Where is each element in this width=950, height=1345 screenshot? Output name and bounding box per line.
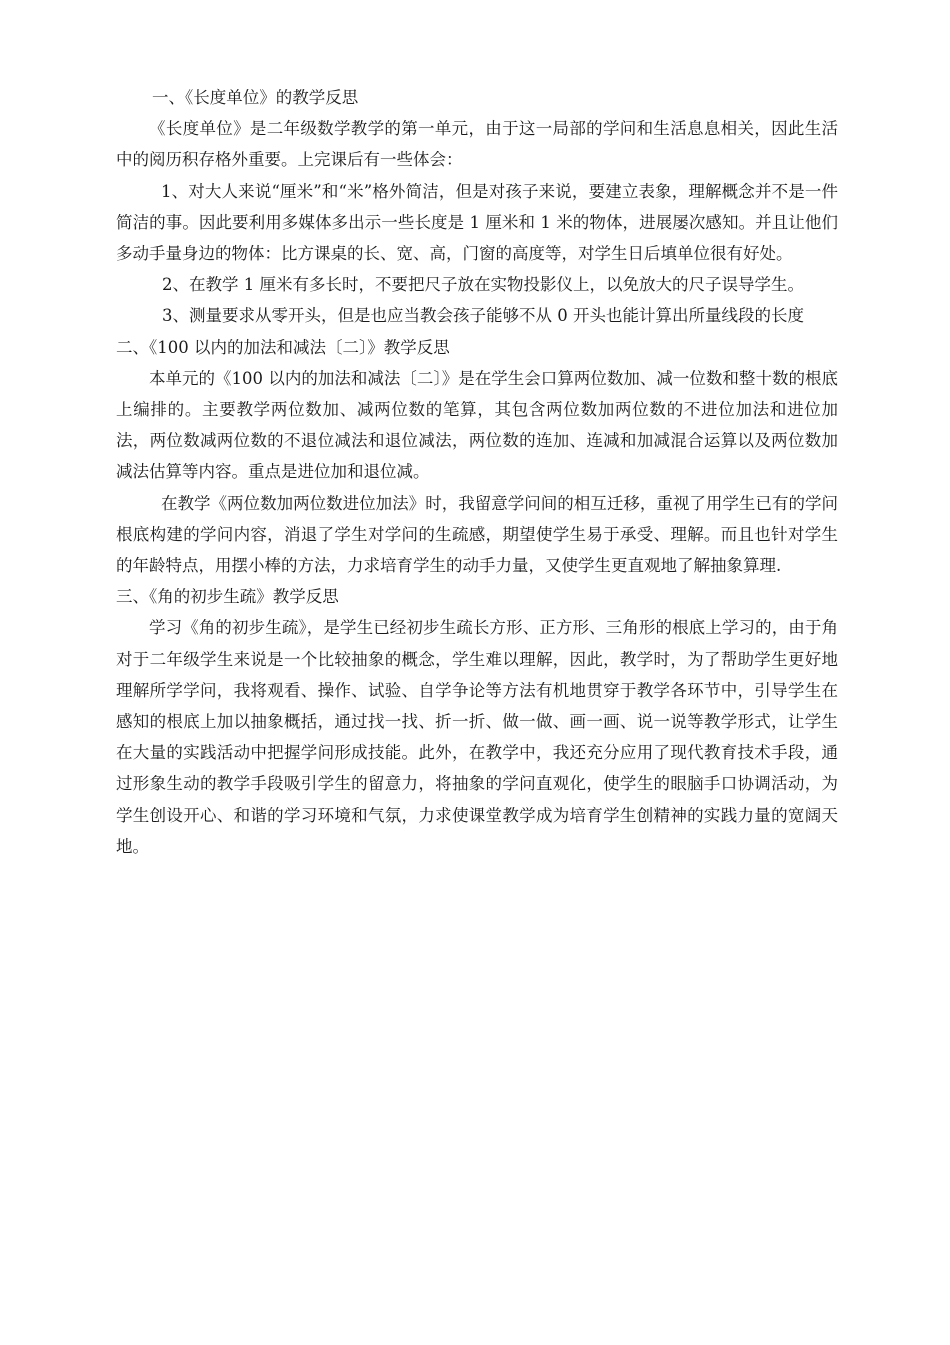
section-1-intro-paragraph: 《长度单位》是二年级数学教学的第一单元，由于这一局部的学问和生活息息相关，因此生活中的阅历积存格外重要。上完课后有一些体会： xyxy=(116,119,838,170)
section-3-paragraph-1: 学习《角的初步生疏》，是学生已经初步生疏长方形、正方形、三角形的根底上学习的，由于角对于二年级学生来说是一个比较抽象的概念，学生难以理解，因此，教学时，为了帮助学生更好地理解所学学问，我将观看、操作、试验、自学争论等方法有机地贯穿于教学各环节中，引导学生在感知的根底上加以抽象概括，通过找一找、折一折、做一做、画一画、说一说等教学形式，让学生在大量的实践活动中把握学问形成技能。此外，在教学中，我还充分应用了现代教育技术手段，通过形象生动的教学手段吸引学生的留意力，将抽象的学问直观化，使学生的眼脑手口协调活动，为学生创设开心、和谐的学习环境和气氛，力求使课堂教学成为培育学生创精神的实践力量的宽阔天地。 xyxy=(116,618,838,856)
section-2-heading: 二、《100 以内的加法和减法〔二〕》教学反思 xyxy=(116,337,450,357)
section-1-point-3: 3、测量要求从零开头，但是也应当教会孩子能够不从 0 开头也能计算出所量线段的长度 xyxy=(162,306,804,326)
section-1-point-1: 1、对大人来说“厘米”和“米”格外简洁，但是对孩子来说，要建立表象，理解概念并不是一件简洁的事。因此要利用多媒体多出示一些长度是 1 厘米和 1 米的物体，进展屡次感知。并且让他们多动手量身边的物体：比方课桌的长、宽、高，门窗的高度等，对学生日后填单位很有好处。 xyxy=(116,181,838,264)
section-2-paragraph-2: 在教学《两位数加两位数进位加法》时，我留意学问间的相互迁移，重视了用学生已有的学问根底构建的学问内容，消退了学生对学问的生疏感，期望使学生易于承受、理解。而且也针对学生的年龄特点，用摆小棒的方法，力求培育学生的动手力量，又使学生更直观地了解抽象算理. xyxy=(116,493,838,576)
section-1-point-2: 2、在教学 1 厘米有多长时，不要把尺子放在实物投影仪上，以免放大的尺子误导学生。 xyxy=(162,275,804,295)
section-1-heading: 一、《长度单位》的教学反思 xyxy=(152,88,359,107)
document-page xyxy=(116,82,838,862)
section-3-heading: 三、《角的初步生疏》教学反思 xyxy=(116,587,339,607)
section-2-paragraph-1: 本单元的《100 以内的加法和减法〔二〕》是在学生会口算两位数加、减一位数和整十数的根底上编排的。主要教学两位数加、减两位数的笔算，其包含两位数加两位数的不进位加法和进位加法，两位数减两位数的不退位减法和退位减法，两位数的连加、连减和加减混合运算以及两位数加减法估算等内容。重点是进位加和退位减。 xyxy=(116,368,838,482)
